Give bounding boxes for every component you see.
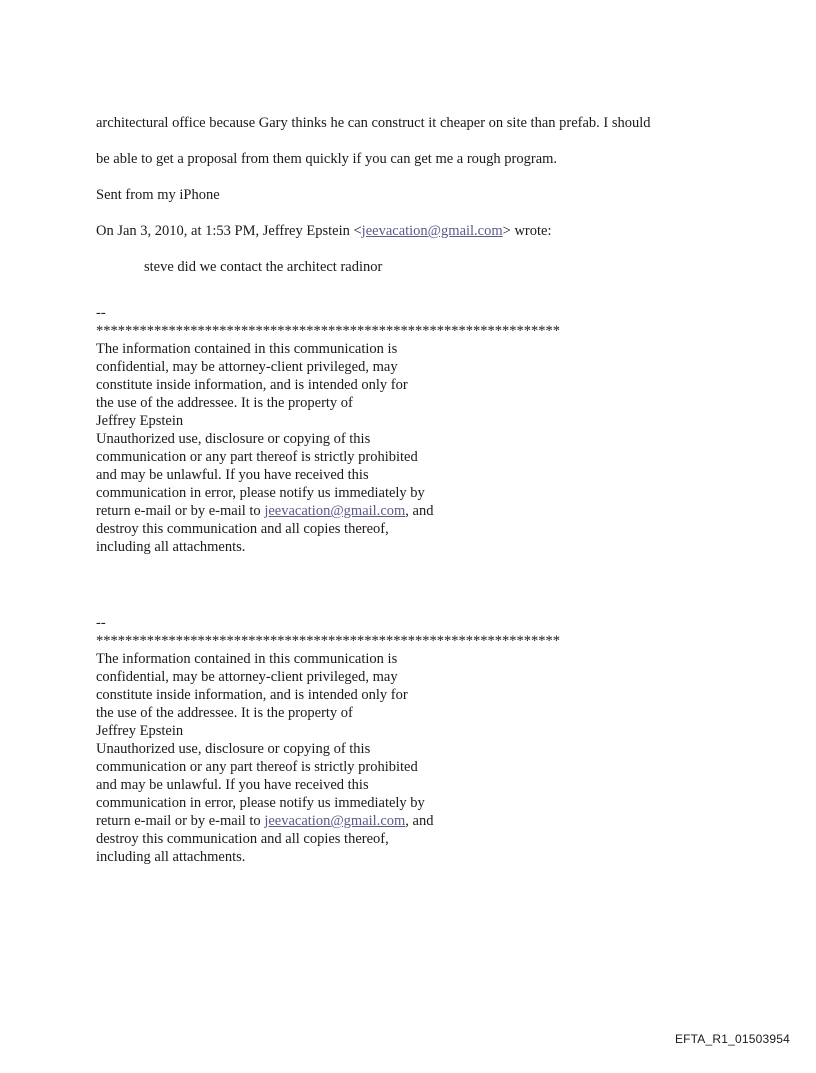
reply-body <box>96 96 736 168</box>
disclaimer-line: constitute inside information, and is intended only for <box>96 377 408 393</box>
disclaimer-line: and may be unlawful. If you have received this <box>96 467 369 483</box>
disclaimer-line: constitute inside information, and is intended only for <box>96 687 408 703</box>
stars-divider: **************************************************************** <box>96 323 560 339</box>
disclaimer-line: The information contained in this communication is <box>96 341 398 357</box>
disclaimer-return-line <box>96 502 736 520</box>
disclaimer-line: Unauthorized use, disclosure or copying of this <box>96 431 371 447</box>
return-prefix: return e-mail or by e-mail to <box>96 503 265 519</box>
disclaimer-line: the use of the addressee. It is the property of <box>96 395 353 411</box>
email-signature: Sent from my iPhone <box>96 187 220 203</box>
disclaimer-line: destroy this communication and all copies thereof, <box>96 831 389 847</box>
disclaimer-block-1 <box>96 304 736 556</box>
quoted-message: steve did we contact the architect radinor <box>144 259 383 275</box>
disclaimer-line: communication in error, please notify us immediately by <box>96 485 425 501</box>
reply-body-line-1: architectural office because Gary thinks he can construct it cheaper on site than prefab. I should <box>96 115 651 131</box>
disclaimer-block-2 <box>96 614 736 866</box>
disclaimer-line: including all attachments. <box>96 849 246 865</box>
disclaimer-email-link[interactable]: jeevacation@gmail.com <box>264 813 406 829</box>
document-id: EFTA_R1_01503954 <box>674 1032 790 1046</box>
disclaimer-line: destroy this communication and all copies thereof, <box>96 521 389 537</box>
reply-body-line-2: be able to get a proposal from them quickly if you can get me a rough program. <box>96 151 558 167</box>
quote-header-prefix: On Jan 3, 2010, at 1:53 PM, Jeffrey Epstein < <box>96 223 362 239</box>
disclaimer-line: the use of the addressee. It is the property of <box>96 705 353 721</box>
disclaimer-line: communication or any part thereof is strictly prohibited <box>96 759 418 775</box>
disclaimer-return-line <box>96 812 736 830</box>
signature-separator: -- <box>96 615 106 631</box>
disclaimer-line: confidential, may be attorney-client privileged, may <box>96 359 398 375</box>
disclaimer-line: communication in error, please notify us immediately by <box>96 795 425 811</box>
disclaimer-line: and may be unlawful. If you have received this <box>96 777 369 793</box>
disclaimer-line: Jeffrey Epstein <box>96 723 184 739</box>
quote-header-email-link[interactable]: jeevacation@gmail.com <box>361 223 503 239</box>
stars-divider: **************************************************************** <box>96 633 560 649</box>
disclaimer-line: The information contained in this communication is <box>96 651 398 667</box>
email-document <box>96 96 736 866</box>
disclaimer-line: Jeffrey Epstein <box>96 413 184 429</box>
signature-separator: -- <box>96 305 106 321</box>
quote-header <box>96 222 736 240</box>
disclaimer-line: Unauthorized use, disclosure or copying of this <box>96 741 371 757</box>
return-suffix: , and <box>405 503 434 519</box>
return-suffix: , and <box>405 813 434 829</box>
disclaimer-line: communication or any part thereof is strictly prohibited <box>96 449 418 465</box>
disclaimer-line: including all attachments. <box>96 539 246 555</box>
return-prefix: return e-mail or by e-mail to <box>96 813 265 829</box>
disclaimer-line: confidential, may be attorney-client privileged, may <box>96 669 398 685</box>
disclaimer-email-link[interactable]: jeevacation@gmail.com <box>264 503 406 519</box>
quote-header-suffix: > wrote: <box>502 223 552 239</box>
